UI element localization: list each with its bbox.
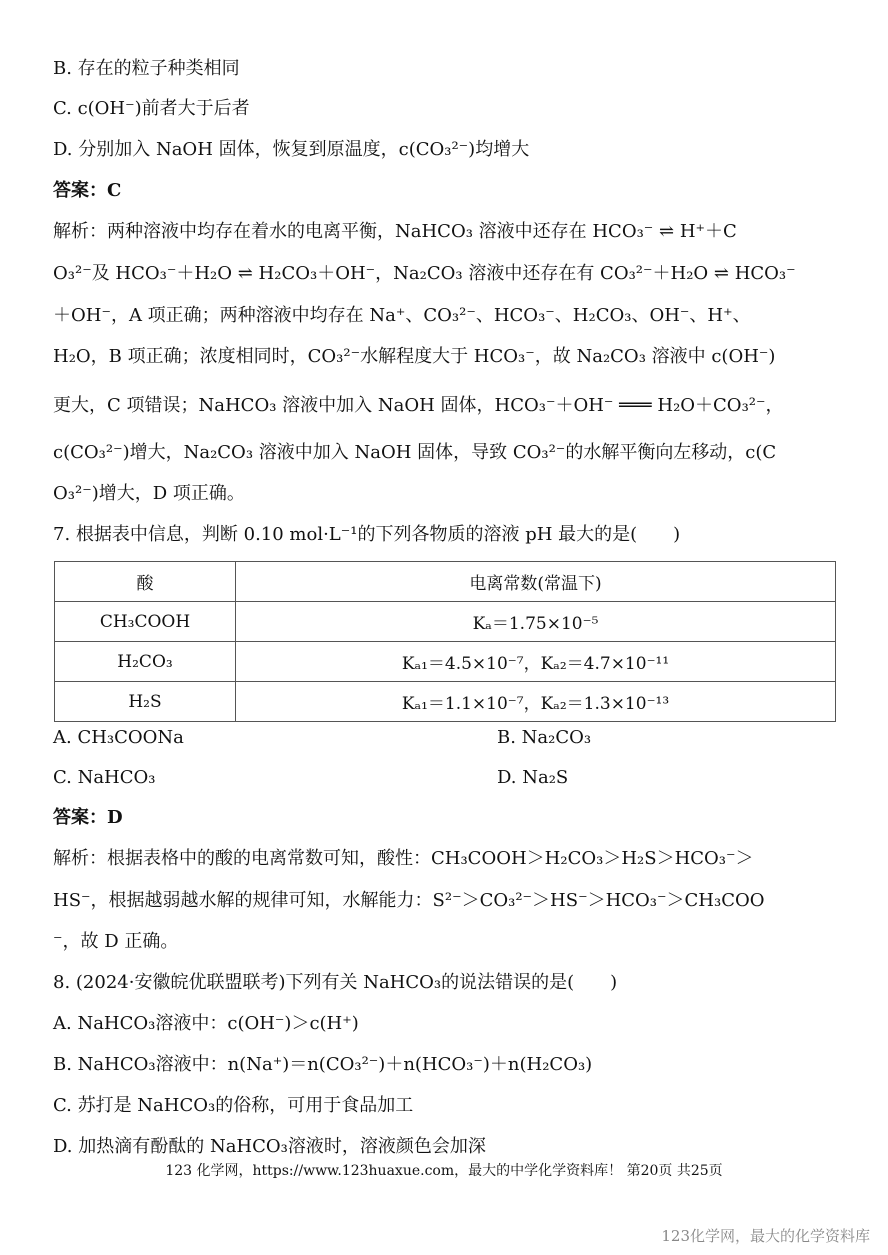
q6-answer: 答案：C bbox=[53, 180, 122, 201]
q7-stem: 7. 根据表中信息，判断 0.10 mol·L⁻¹的下列各物质的溶液 pH 最大的是( ) bbox=[53, 524, 681, 545]
q6-analysis-line: 更大，C 项错误；NaHCO₃ 溶液中加入 NaOH 固体，HCO₃⁻＋OH⁻ ═══ H₂O＋CO₃²⁻， bbox=[53, 395, 784, 416]
q7-analysis-line: HS⁻，根据越弱越水解的规律可知，水解能力：S²⁻＞CO₃²⁻＞HS⁻＞HCO₃⁻＞CH₃COO bbox=[53, 890, 765, 911]
q7-analysis-line: 解析：根据表格中的酸的电离常数可知，酸性：CH₃COOH＞H₂CO₃＞H₂S＞HCO₃⁻＞ bbox=[53, 848, 754, 869]
table-row bbox=[55, 642, 836, 682]
watermark-text: 123化学网，最大的化学资料库 bbox=[661, 1227, 870, 1245]
table-cell: H₂S bbox=[55, 682, 236, 722]
table-header-cell: 酸 bbox=[55, 562, 236, 602]
table-cell: Kₐ₁＝1.1×10⁻⁷，Kₐ₂＝1.3×10⁻¹³ bbox=[236, 682, 836, 722]
q7-option-d: D. Na₂S bbox=[497, 767, 569, 788]
q6-analysis-line: O₃²⁻及 HCO₃⁻＋H₂O ⇌ H₂CO₃＋OH⁻，Na₂CO₃ 溶液中还存在有 CO₃²⁻＋H₂O ⇌ HCO₃⁻ bbox=[53, 263, 796, 284]
ionization-constant-table bbox=[54, 561, 836, 722]
q8-stem: 8. (2024·安徽皖优联盟联考)下列有关 NaHCO₃的说法错误的是( ) bbox=[53, 972, 618, 993]
q6-option-b: B. 存在的粒子种类相同 bbox=[53, 58, 240, 79]
table-header-cell: 电离常数(常温下) bbox=[236, 562, 836, 602]
q7-option-c: C. NaHCO₃ bbox=[53, 767, 156, 788]
q6-option-c: C. c(OH⁻)前者大于后者 bbox=[53, 98, 250, 119]
q8-option-a: A. NaHCO₃溶液中：c(OH⁻)＞c(H⁺) bbox=[53, 1013, 359, 1034]
table-row bbox=[55, 682, 836, 722]
q6-analysis-line: 解析：两种溶液中均存在着水的电离平衡，NaHCO₃ 溶液中还存在 HCO₃⁻ ⇌ H⁺＋C bbox=[53, 221, 737, 242]
q8-option-d: D. 加热滴有酚酞的 NaHCO₃溶液时，溶液颜色会加深 bbox=[53, 1136, 486, 1157]
q6-analysis-line: O₃²⁻)增大，D 项正确。 bbox=[53, 483, 245, 504]
q7-option-b: B. Na₂CO₃ bbox=[497, 727, 592, 748]
q6-option-d: D. 分别加入 NaOH 固体，恢复到原温度，c(CO₃²⁻)均增大 bbox=[53, 139, 530, 160]
table-header-row bbox=[55, 562, 836, 602]
table-cell: Kₐ₁＝4.5×10⁻⁷，Kₐ₂＝4.7×10⁻¹¹ bbox=[236, 642, 836, 682]
q8-option-c: C. 苏打是 NaHCO₃的俗称，可用于食品加工 bbox=[53, 1095, 414, 1116]
q8-option-b: B. NaHCO₃溶液中：n(Na⁺)＝n(CO₃²⁻)＋n(HCO₃⁻)＋n(H₂CO₃) bbox=[53, 1054, 593, 1075]
q7-option-a: A. CH₃COONa bbox=[53, 727, 184, 748]
table-cell: H₂CO₃ bbox=[55, 642, 236, 682]
table-cell: Kₐ＝1.75×10⁻⁵ bbox=[236, 602, 836, 642]
q7-analysis-line: ⁻，故 D 正确。 bbox=[53, 931, 179, 952]
q6-analysis-line: H₂O，B 项正确；浓度相同时，CO₃²⁻水解程度大于 HCO₃⁻，故 Na₂CO₃ 溶液中 c(OH⁻) bbox=[53, 346, 776, 367]
q6-analysis-line: c(CO₃²⁻)增大，Na₂CO₃ 溶液中加入 NaOH 固体，导致 CO₃²⁻的水解平衡向左移动，c(C bbox=[53, 442, 777, 463]
table-cell: CH₃COOH bbox=[55, 602, 236, 642]
q7-answer: 答案：D bbox=[53, 807, 123, 828]
page-footer: 123 化学网，https://www.123huaxue.com，最大的中学化学资料库！ 第20页 共25页 bbox=[165, 1163, 723, 1179]
table-row bbox=[55, 602, 836, 642]
q6-analysis-line: ＋OH⁻，A 项正确；两种溶液中均存在 Na⁺、CO₃²⁻、HCO₃⁻、H₂CO₃、OH⁻、H⁺、 bbox=[53, 305, 751, 326]
